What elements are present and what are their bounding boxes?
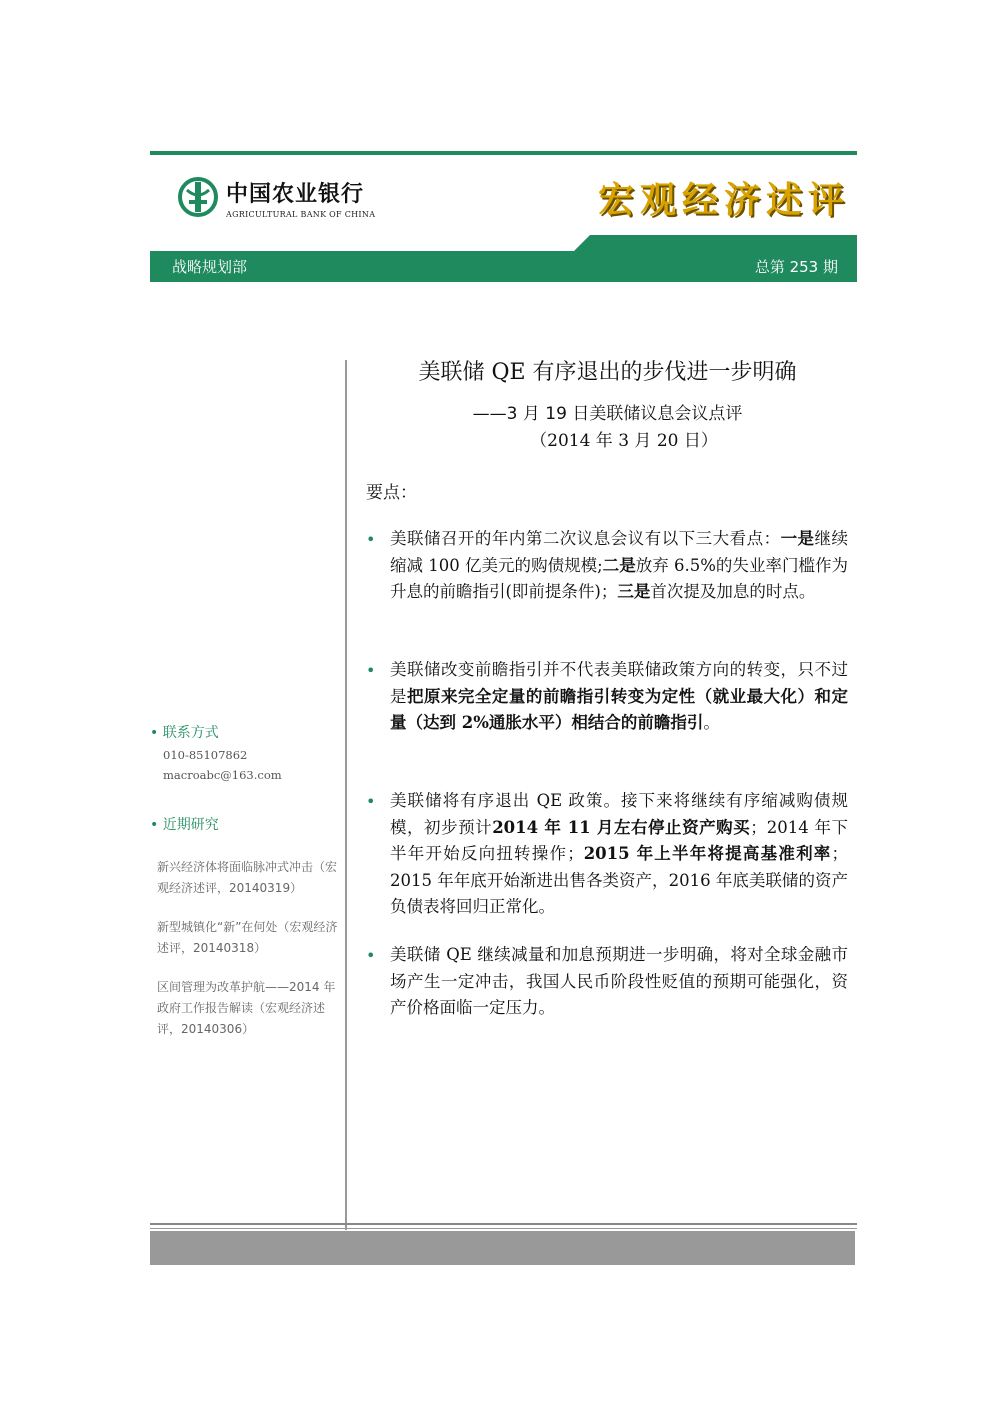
bullet-icon: • (366, 792, 376, 811)
bullet-icon: • (150, 725, 159, 741)
department-label: 战略规划部 (172, 258, 248, 276)
recent-research-item[interactable]: 新兴经济体将面临脉冲式冲击（宏观经济述评，20140319） (157, 860, 338, 895)
bank-name-en: AGRICULTURAL BANK OF CHINA (226, 210, 376, 219)
column-divider (345, 360, 347, 1230)
bank-name-cn: 中国农业银行 (226, 182, 365, 207)
header-top-rule (150, 151, 857, 155)
bullet-icon: • (366, 946, 376, 965)
contact-phone: 010-85107862 (163, 748, 248, 762)
bullet-icon: • (150, 817, 159, 833)
keypoints-label: 要点： (366, 483, 417, 503)
recent-research-item[interactable]: 区间管理为改革护航——2014 年政府工作报告解读（宏观经济述评，20140306） (157, 980, 336, 1036)
recent-research-heading: • 近期研究 (150, 817, 219, 833)
series-title: 宏观经济述评 (598, 180, 851, 221)
bullet-icon: • (366, 530, 376, 549)
bullet-icon: • (366, 661, 376, 680)
department-bar (150, 251, 857, 282)
abc-logo-icon (178, 176, 218, 218)
contact-email[interactable]: macroabc@163.com (163, 768, 282, 782)
bullet-paragraph-3: 美联储将有序退出 QE 政策。接下来将继续有序缩减购债规模，初步预计2014 年 11 月左右停止资产购买；2014 年下半年开始反向扭转操作；2015 年上半年将提高基准利率；2015 年年底开始渐进出售各类资产，2016 年底美联储的资产负债表将回归正常化。 (390, 791, 849, 917)
header-wedge-fill (590, 235, 857, 251)
article-subtitle: ——3 月 19 日美联储议息会议点评 (472, 404, 743, 424)
footer-band (150, 1231, 855, 1265)
footer-rule-thin (150, 1228, 857, 1229)
bullet-paragraph-4: 美联储 QE 继续减量和加息预期进一步明确，将对全球金融市场产生一定冲击，我国人民币阶段性贬值的预期可能强化，资产价格面临一定压力。 (390, 945, 848, 1018)
recent-research-item[interactable]: 新型城镇化“新”在何处（宏观经济述评，20140318） (157, 920, 338, 955)
bullet-paragraph-2: 美联储改变前瞻指引并不代表美联储政策方向的转变，只不过是把原来完全定量的前瞻指引转变为定性（就业最大化）和定量（达到 2%通胀水平）相结合的前瞻指引。 (390, 660, 849, 733)
bullet-paragraph-1: 美联储召开的年内第二次议息会议有以下三大看点：一是继续缩减 100 亿美元的购债规模;二是放弃 6.5%的失业率门槛作为升息的前瞻指引(即前提条件)；三是首次提及加息的时点。 (390, 529, 849, 602)
issue-number: 总第 253 期 (754, 258, 838, 276)
footer-rule (150, 1223, 857, 1225)
article-title: 美联储 QE 有序退出的步伐进一步明确 (418, 360, 797, 385)
article-date: （2014 年 3 月 20 日） (530, 431, 718, 451)
header-wedge (574, 235, 590, 251)
contact-heading: • 联系方式 (150, 725, 219, 741)
